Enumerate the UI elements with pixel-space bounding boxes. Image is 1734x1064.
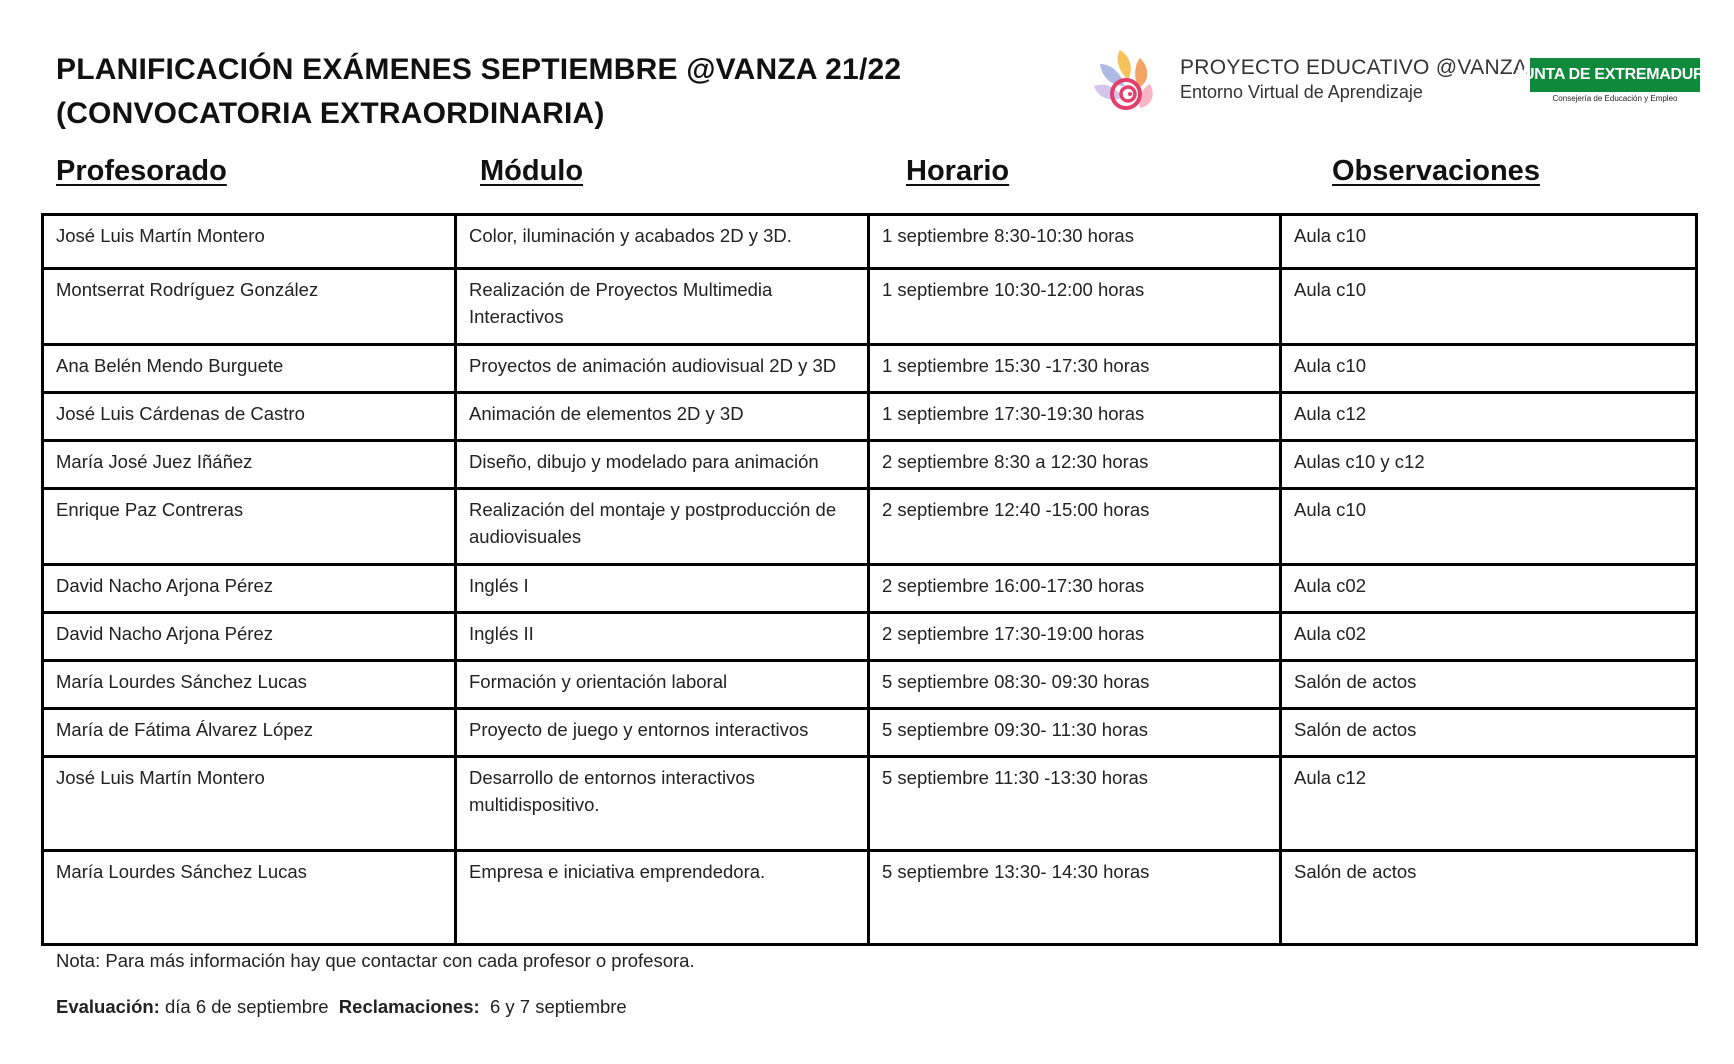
table-row bbox=[43, 441, 1697, 489]
evaluation-line bbox=[56, 996, 627, 1018]
avanza-logo-text bbox=[1180, 56, 1527, 104]
schedule-cell: 5 septiembre 08:30- 09:30 horas bbox=[869, 661, 1281, 709]
exam-schedule-table bbox=[41, 213, 1698, 946]
table-row bbox=[43, 709, 1697, 757]
schedule-cell: 5 septiembre 13:30- 14:30 horas bbox=[869, 851, 1281, 945]
title-line-1: PLANIFICACIÓN EXÁMENES SEPTIEMBRE @VANZA 21/22 bbox=[56, 53, 902, 86]
module-cell: Realización de Proyectos Multimedia Interactivos bbox=[456, 269, 869, 345]
teacher-cell: David Nacho Arjona Pérez bbox=[43, 613, 456, 661]
schedule-cell: 1 septiembre 17:30-19:30 horas bbox=[869, 393, 1281, 441]
module-cell: Inglés I bbox=[456, 565, 869, 613]
teacher-cell: David Nacho Arjona Pérez bbox=[43, 565, 456, 613]
room-cell: Salón de actos bbox=[1281, 851, 1697, 945]
evaluacion-label: Evaluación: bbox=[56, 996, 160, 1017]
schedule-cell: 1 septiembre 10:30-12:00 horas bbox=[869, 269, 1281, 345]
teacher-cell: José Luis Martín Montero bbox=[43, 757, 456, 851]
table-row bbox=[43, 345, 1697, 393]
table-row bbox=[43, 613, 1697, 661]
avanza-logo-line1: PROYECTO EDUCATIVO @VANZA bbox=[1180, 56, 1528, 79]
room-cell: Aula c10 bbox=[1281, 489, 1697, 565]
teacher-cell: María Lourdes Sánchez Lucas bbox=[43, 661, 456, 709]
teacher-cell: María de Fátima Álvarez López bbox=[43, 709, 456, 757]
module-cell: Proyectos de animación audiovisual 2D y 3D bbox=[456, 345, 869, 393]
room-cell: Salón de actos bbox=[1281, 709, 1697, 757]
room-cell: Aula c10 bbox=[1281, 345, 1697, 393]
module-cell: Empresa e iniciativa emprendedora. bbox=[456, 851, 869, 945]
module-cell: Realización del montaje y postproducción de audiovisuales bbox=[456, 489, 869, 565]
schedule-cell: 5 septiembre 09:30- 11:30 horas bbox=[869, 709, 1281, 757]
table-row bbox=[43, 489, 1697, 565]
room-cell: Aula c10 bbox=[1281, 215, 1697, 269]
schedule-cell: 5 septiembre 11:30 -13:30 horas bbox=[869, 757, 1281, 851]
junta-logo: JUNTA DE EXTREMADURA bbox=[1530, 58, 1700, 92]
module-cell: Proyecto de juego y entornos interactivos bbox=[456, 709, 869, 757]
schedule-cell: 1 septiembre 8:30-10:30 horas bbox=[869, 215, 1281, 269]
title-line-2: (CONVOCATORIA EXTRAORDINARIA) bbox=[56, 97, 605, 130]
teacher-cell: Enrique Paz Contreras bbox=[43, 489, 456, 565]
avanza-logo-line2: Entorno Virtual de Aprendizaje bbox=[1180, 82, 1423, 102]
room-cell: Aula c02 bbox=[1281, 565, 1697, 613]
teacher-cell: Montserrat Rodríguez González bbox=[43, 269, 456, 345]
module-cell: Formación y orientación laboral bbox=[456, 661, 869, 709]
module-cell: Animación de elementos 2D y 3D bbox=[456, 393, 869, 441]
avanza-logo-icon bbox=[1090, 46, 1162, 116]
junta-logo-subtitle: Consejería de Educación y Empleo bbox=[1552, 94, 1678, 103]
table-row bbox=[43, 757, 1697, 851]
table-row bbox=[43, 269, 1697, 345]
room-cell: Aula c12 bbox=[1281, 393, 1697, 441]
teacher-cell: José Luis Martín Montero bbox=[43, 215, 456, 269]
schedule-cell: 2 septiembre 16:00-17:30 horas bbox=[869, 565, 1281, 613]
module-cell: Color, iluminación y acabados 2D y 3D. bbox=[456, 215, 869, 269]
teacher-cell: José Luis Cárdenas de Castro bbox=[43, 393, 456, 441]
reclamaciones-label: Reclamaciones: bbox=[338, 996, 480, 1017]
table-row bbox=[43, 393, 1697, 441]
module-cell: Inglés II bbox=[456, 613, 869, 661]
footer-note: Nota: Para más información hay que contactar con cada profesor o profesora. bbox=[56, 950, 695, 971]
column-header-modulo: Módulo bbox=[480, 155, 584, 187]
room-cell: Aulas c10 y c12 bbox=[1281, 441, 1697, 489]
teacher-cell: María José Juez Iñáñez bbox=[43, 441, 456, 489]
evaluacion-value: día 6 de septiembre bbox=[164, 996, 329, 1017]
column-header-profesorado: Profesorado bbox=[56, 155, 227, 187]
teacher-cell: María Lourdes Sánchez Lucas bbox=[43, 851, 456, 945]
column-header-observaciones: Observaciones bbox=[1332, 155, 1540, 187]
schedule-cell: 2 septiembre 12:40 -15:00 horas bbox=[869, 489, 1281, 565]
table-row bbox=[43, 661, 1697, 709]
module-cell: Diseño, dibujo y modelado para animación bbox=[456, 441, 869, 489]
schedule-cell: 2 septiembre 17:30-19:00 horas bbox=[869, 613, 1281, 661]
table-row bbox=[43, 851, 1697, 945]
page-title bbox=[56, 48, 901, 136]
schedule-cell: 2 septiembre 8:30 a 12:30 horas bbox=[869, 441, 1281, 489]
room-cell: Aula c10 bbox=[1281, 269, 1697, 345]
module-cell: Desarrollo de entornos interactivos multidispositivo. bbox=[456, 757, 869, 851]
table-row bbox=[43, 215, 1697, 269]
room-cell: Aula c12 bbox=[1281, 757, 1697, 851]
table-row bbox=[43, 565, 1697, 613]
schedule-cell: 1 septiembre 15:30 -17:30 horas bbox=[869, 345, 1281, 393]
room-cell: Salón de actos bbox=[1281, 661, 1697, 709]
room-cell: Aula c02 bbox=[1281, 613, 1697, 661]
column-header-horario: Horario bbox=[906, 155, 1010, 187]
reclamaciones-value: 6 y 7 septiembre bbox=[489, 996, 627, 1017]
teacher-cell: Ana Belén Mendo Burguete bbox=[43, 345, 456, 393]
